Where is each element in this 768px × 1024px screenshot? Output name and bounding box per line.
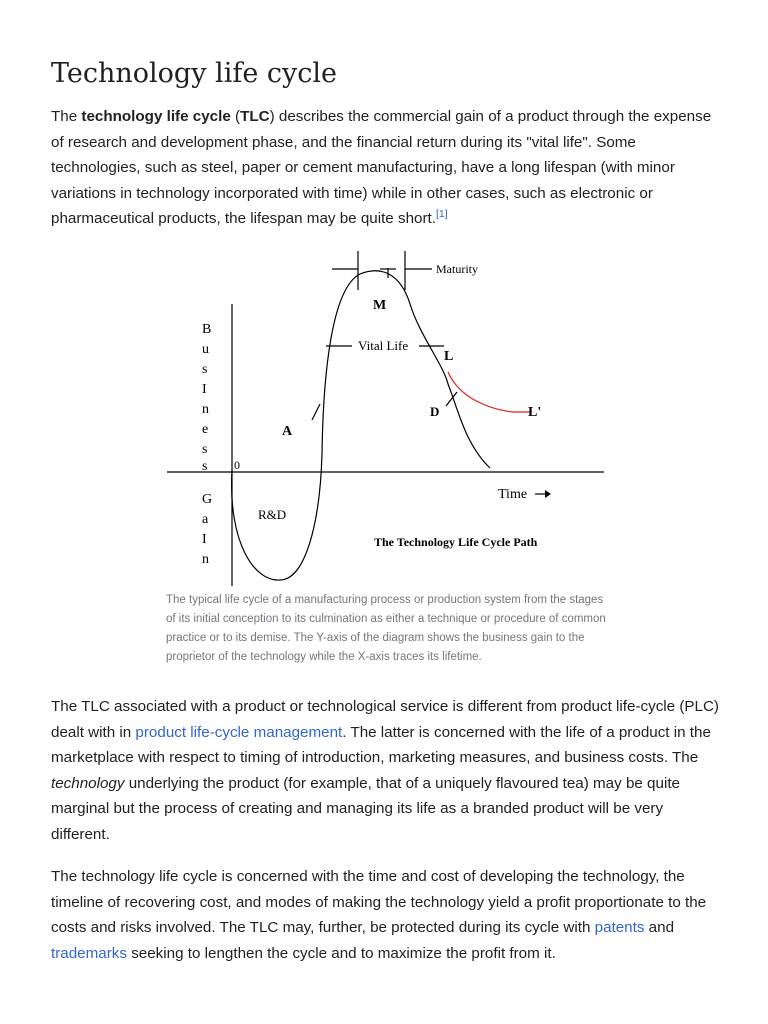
- y-axis-letter: n: [202, 402, 209, 417]
- y-axis-letter: u: [202, 342, 209, 357]
- y-axis-letter: s: [202, 362, 208, 377]
- tlc-diagram-svg: [160, 244, 615, 590]
- figure-caption: The typical life cycle of a manufacturing process or production system from the stages of its initial conception to its culmination as either a technique or procedure of common practice or to its demise. The Y-axis of the diagram shows the business gain to the proprietor of the technology while the X-axis traces its lifetime.: [166, 594, 606, 663]
- intro-text-3: ) describes the commercial gain of a product through the expense of research and development phase, and the financial return during its "vital life". Some technologies, such as steel, paper or cement manufacturing, have a long lifespan (with minor variations in technology incorporated with time) while in other cases, such as electronic or pharmaceutical products, the lifespan may be quite short.: [51, 108, 712, 228]
- l-prime-label: L': [528, 405, 542, 420]
- intro-text-1: The: [51, 108, 82, 125]
- cost-text-2: and: [644, 919, 675, 937]
- intro-bold-abbr: TLC: [240, 108, 270, 125]
- a-label: A: [282, 424, 293, 439]
- y-axis-letter: s: [202, 459, 208, 474]
- x-axis-label: Time: [498, 487, 528, 502]
- maturity-label: Maturity: [436, 262, 478, 276]
- maturity-m-label: M: [373, 298, 387, 313]
- patents-link[interactable]: patents: [594, 919, 645, 937]
- y-axis-letter: n: [202, 552, 209, 567]
- tick-a: [312, 404, 320, 420]
- y-axis-letter: I: [202, 532, 207, 547]
- plc-paragraph: [51, 694, 723, 848]
- plc-text-2: . The latter is concerned with the life of a product in the marketplace with respect to timing of introduction, marketing measures, and business costs. The: [51, 723, 711, 767]
- y-axis-letter: B: [202, 322, 212, 337]
- y-axis-letter: s: [202, 442, 208, 457]
- diagram-title: The Technology Life Cycle Path: [374, 535, 538, 549]
- plc-text-1: The TLC associated with a product or technological service is different from product life-cycle (PLC) dealt with in: [51, 698, 719, 741]
- origin-label: 0: [234, 458, 240, 472]
- trademarks-link[interactable]: trademarks: [51, 944, 127, 962]
- intro-bold-term: technology life cycle: [81, 108, 231, 125]
- l-label: L: [444, 349, 454, 364]
- plc-emphasis: technology: [51, 774, 125, 792]
- y-axis-letter: G: [202, 492, 213, 507]
- cost-text-3: seeking to lengthen the cycle and to maximize the profit from it.: [126, 944, 556, 962]
- y-axis-letter: a: [202, 512, 209, 527]
- page-title: Technology life cycle: [51, 58, 337, 89]
- vital-life-label: Vital Life: [358, 338, 409, 353]
- intro-paragraph: [51, 104, 723, 232]
- alternate-decline-curve: [448, 372, 532, 412]
- cost-text-1: The technology life cycle is concerned with the time and cost of developing the technology, the timeline of recovering cost, and modes of making the technology yield a profit proportionate to the costs and risks involved. The TLC may, further, be protected during its cycle with: [51, 868, 707, 937]
- tlc-cost-paragraph: [51, 864, 723, 966]
- life-cycle-curve: [232, 271, 490, 580]
- time-arrow-icon: [535, 490, 551, 498]
- plc-text-3: underlying the product (for example, that of a uniquely flavoured tea) may be quite marginal but the process of creating and managing its life as a branded product will be very different.: [51, 774, 680, 843]
- figure-tlc-diagram[interactable]: [160, 244, 615, 590]
- d-label: D: [430, 404, 440, 419]
- reference-link[interactable]: [1]: [435, 208, 448, 221]
- y-axis-letter: I: [202, 382, 207, 397]
- y-axis-letter: e: [202, 422, 209, 437]
- intro-text-2: (: [230, 108, 241, 125]
- rd-label: R&D: [258, 507, 287, 522]
- plc-management-link[interactable]: product life-cycle management: [135, 723, 343, 741]
